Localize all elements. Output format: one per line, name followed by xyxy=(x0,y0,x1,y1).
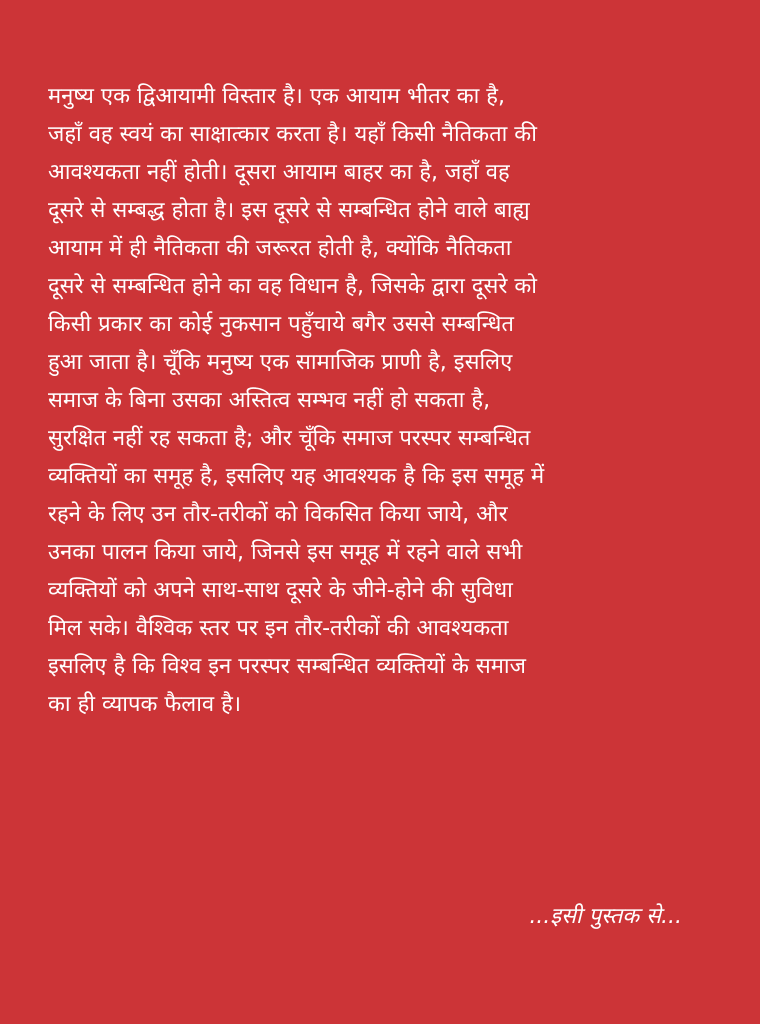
passage-line: आयाम में ही नैतिकता की जरूरत होती है, क्योंकि नैतिकता xyxy=(48,236,512,261)
passage-line: हुआ जाता है। चूँकि मनुष्य एक सामाजिक प्राणी है, इसलिए xyxy=(48,350,513,375)
passage-line: सुरक्षित नहीं रह सकता है; और चूँकि समाज परस्पर सम्बन्धित xyxy=(48,426,531,451)
passage-line: जहाँ वह स्वयं का साक्षात्कार करता है। यहाँ किसी नैतिकता की xyxy=(48,122,537,147)
passage-line: मिल सके। वैश्विक स्तर पर इन तौर-तरीकों की आवश्यकता xyxy=(48,616,509,641)
passage-line: दूसरे से सम्बद्ध होता है। इस दूसरे से सम्बन्धित होने वाले बाह्य xyxy=(48,198,530,223)
passage-line: किसी प्रकार का कोई नुकसान पहुँचाये बगैर उससे सम्बन्धित xyxy=(48,312,514,337)
passage-line: उनका पालन किया जाये, जिनसे इस समूह में रहने वाले सभी xyxy=(48,540,523,565)
quote-passage xyxy=(48,78,688,724)
passage-line: आवश्यकता नहीं होती। दूसरा आयाम बाहर का है, जहाँ वह xyxy=(48,160,510,185)
passage-line: का ही व्यापक फैलाव है। xyxy=(48,692,242,717)
passage-line: दूसरे से सम्बन्धित होने का वह विधान है, जिसके द्वारा दूसरे को xyxy=(48,274,537,299)
passage-line: व्यक्तियों का समूह है, इसलिए यह आवश्यक है कि इस समूह में xyxy=(48,464,545,489)
passage-line: मनुष्य एक द्विआयामी विस्तार है। एक आयाम भीतर का है, xyxy=(48,84,505,109)
passage-line: इसलिए है कि विश्व इन परस्पर सम्बन्धित व्यक्तियों के समाज xyxy=(48,654,526,679)
passage-line: व्यक्तियों को अपने साथ-साथ दूसरे के जीने-होने की सुविधा xyxy=(48,578,513,603)
passage-line: समाज के बिना उसका अस्तित्व सम्भव नहीं हो सकता है, xyxy=(48,388,491,413)
source-attribution: ...इसी पुस्तक से... xyxy=(529,904,682,929)
passage-line: रहने के लिए उन तौर-तरीकों को विकसित किया जाये, और xyxy=(48,502,508,527)
